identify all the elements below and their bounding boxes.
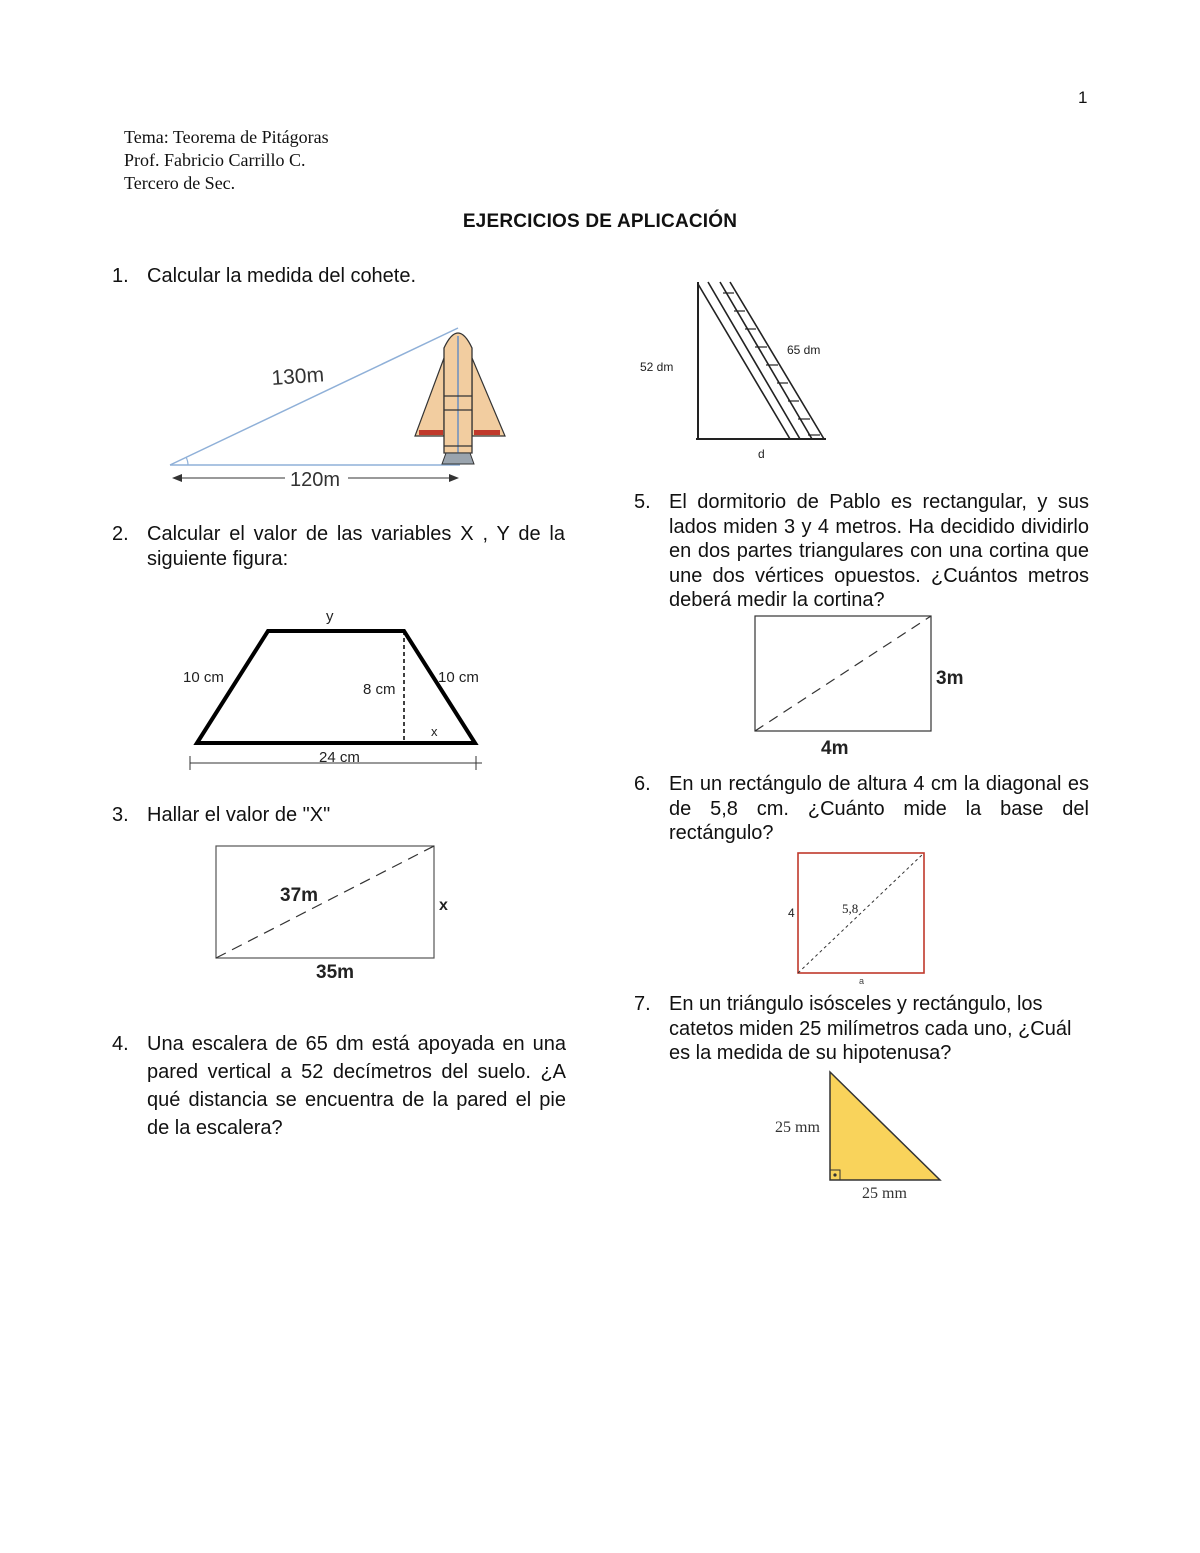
page-number: 1 (1078, 88, 1088, 107)
exercise-number: 2. (112, 523, 129, 545)
label-horizontal-leg: 25 mm (862, 1185, 907, 1202)
exercise-1 (112, 264, 572, 294)
ladder-rungs (723, 293, 820, 435)
dim-arrow-left (172, 474, 182, 482)
exercise-number: 6. (634, 773, 651, 795)
rocket-nozzle (442, 453, 474, 464)
right-stripe (474, 430, 500, 435)
exercise-text: Calcular el valor de las variables X , Y de la siguiente figura: (147, 523, 565, 570)
left-wing (415, 358, 444, 436)
teacher-line: Prof. Fabricio Carrillo C. (124, 150, 306, 170)
exercise-2 (112, 522, 572, 578)
dim-arrow-right (449, 474, 459, 482)
label-wall: 52 dm (640, 360, 674, 374)
left-stripe (419, 430, 443, 435)
label-base: 35m (316, 962, 355, 983)
label-height: 3m (936, 668, 964, 689)
label-height: 4 (788, 906, 795, 920)
exercise-4 (112, 1030, 572, 1145)
rectangle-x-figure (210, 840, 470, 990)
exercise-text: El dormitorio de Pablo es rectangular, y sus lados miden 3 y 4 metros. Ha decidido dividirlo en dos partes triangulares con una cortina que une dos vértices opuestos. ¿Cuántos metros deberá medir la cortina? (669, 491, 1089, 611)
label-left-side: 10 cm (183, 669, 224, 686)
exercise-3 (112, 803, 572, 833)
label-x: x (439, 897, 448, 914)
label-floor: d (758, 447, 765, 461)
page-title: EJERCICIOS DE APLICACIÓN (462, 211, 738, 232)
isosceles-triangle-figure (770, 1066, 960, 1206)
exercise-text: Hallar el valor de "X" (147, 804, 331, 826)
trapezoid-figure (180, 600, 500, 780)
rocket-figure (160, 318, 520, 498)
angle-arc (186, 457, 188, 465)
exercise-text: Calcular la medida del cohete. (147, 265, 417, 287)
curtain-diagonal (755, 616, 931, 731)
exercise-number: 3. (112, 804, 129, 826)
label-height: 8 cm (363, 681, 396, 698)
label-y: y (326, 608, 334, 625)
label-base: 4m (821, 738, 849, 759)
ladder-figure (630, 278, 850, 468)
right-wing (472, 358, 505, 436)
hyp-label: 130m (270, 363, 325, 390)
base-label: 120m (290, 469, 341, 491)
right-angle-dot (833, 1173, 836, 1176)
ladder-rail-2 (708, 282, 800, 439)
exercise-7 (634, 992, 1094, 1068)
label-base: a (859, 976, 865, 986)
exercise-text: En un rectángulo de altura 4 cm la diagonal es de 5,8 cm. ¿Cuánto mide la base del rectángulo? (669, 773, 1089, 844)
exercise-number: 5. (634, 491, 651, 513)
exercise-number: 7. (634, 993, 651, 1015)
exercise-6 (634, 772, 1094, 848)
label-vertical-leg: 25 mm (775, 1119, 820, 1136)
rectangle-diagonal-figure (783, 848, 933, 988)
exercise-text: En un triángulo isósceles y rectángulo, los catetos miden 25 milímetros cada uno, ¿Cuál es la medida de su hipotenusa? (669, 993, 1072, 1064)
label-diagonal: 5,8 (842, 901, 859, 916)
label-right-side: 10 cm (438, 669, 479, 686)
triangle (830, 1072, 940, 1180)
exercise-text: Una escalera de 65 dm está apoyada en una pared vertical a 52 decímetros del suelo. ¿A qué distancia se encuentra de la pared el pie de la escalera? (147, 1033, 566, 1139)
label-base: 24 cm (319, 749, 360, 766)
grade-line: Tercero de Sec. (124, 173, 236, 193)
ladder-rail-1 (698, 284, 790, 439)
diagonal (798, 853, 924, 973)
bedroom-figure (745, 610, 985, 765)
exercise-number: 4. (112, 1033, 129, 1055)
label-ladder: 65 dm (787, 343, 821, 357)
ladder-rail-3 (720, 282, 812, 439)
label-x: x (431, 724, 438, 739)
label-diagonal: 37m (280, 885, 319, 906)
topic-line: Tema: Teorema de Pitágoras (124, 127, 329, 147)
exercise-5 (634, 490, 1094, 615)
hypotenuse-line (170, 328, 458, 465)
diagonal (216, 846, 434, 958)
exercise-number: 1. (112, 265, 129, 287)
